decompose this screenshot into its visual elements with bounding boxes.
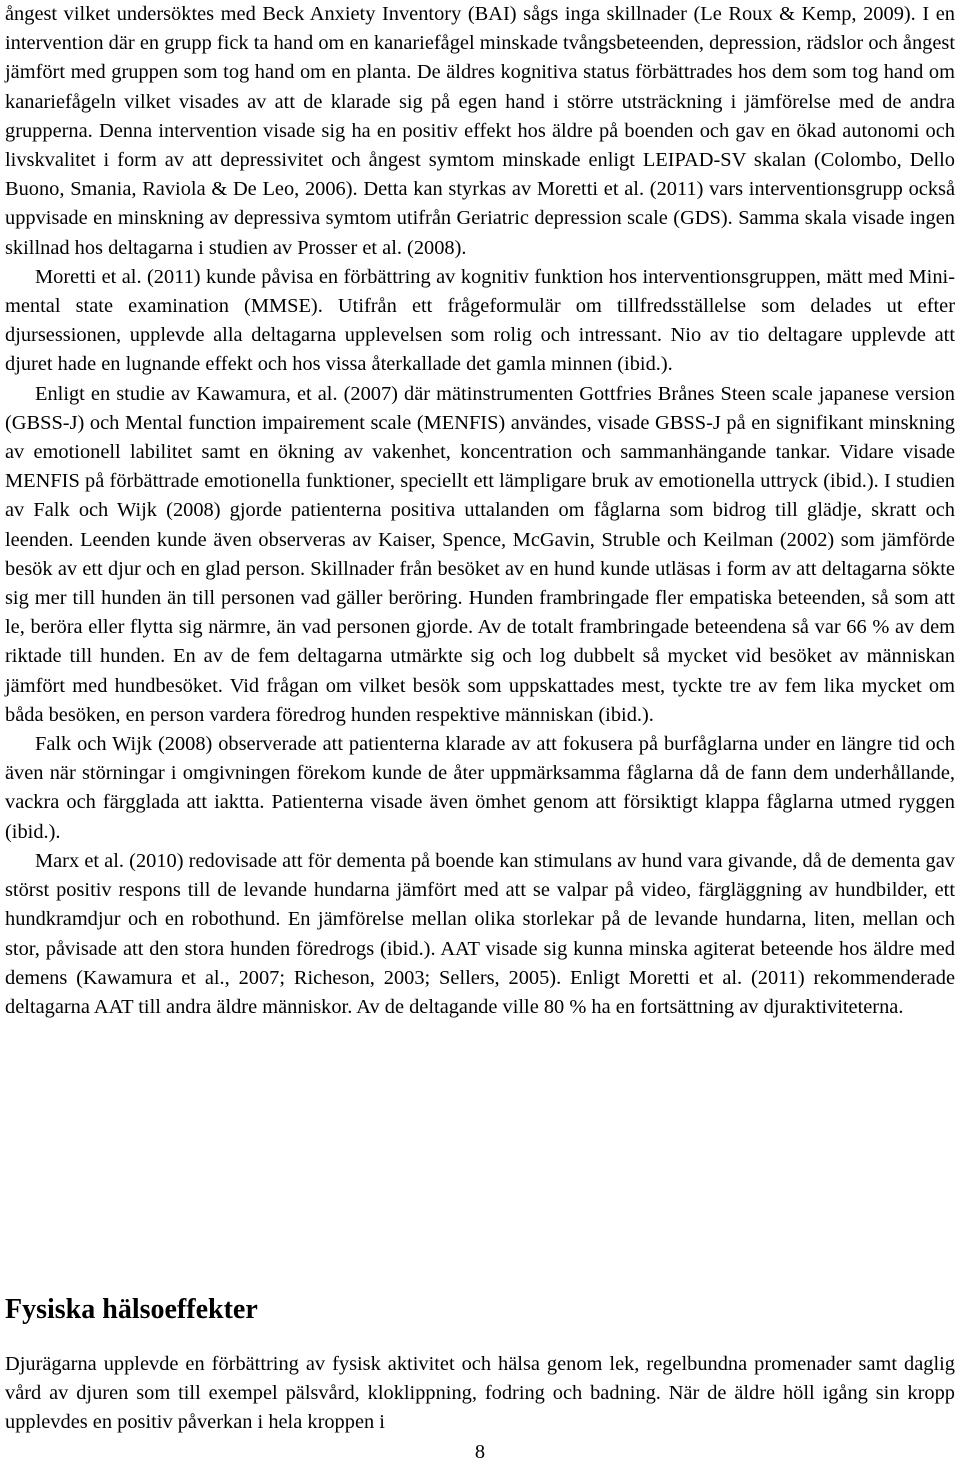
paragraph-marx-study: Marx et al. (2010) redovisade att för dementa på boende kan stimulans av hund vara givande, då de dementa gav störst positiv respons till de levande hundarna jämfört med att se valpar på video, färgläggning av hundbilder, ett hundkramdjur och en robothund. En jämförelse mellan olika storlekar på de levande hundarna, liten, mellan och stor, påvisade att den stora hunden föredrogs (ibid.). AAT visade sig kunna minska agiterat beteende hos äldre med demens (Kawamura et al., 2007; Richeson, 2003; Sellers, 2005). Enligt Moretti et al. (2011) rekommenderade deltagarna AAT till andra äldre människor. Av de deltagande ville 80 % ha en fortsättning av djuraktiviteterna.	[5, 849, 955, 1018]
section-heading: Fysiska hälsoeffekter	[5, 1294, 258, 1325]
paragraph-kawamura-study: Enligt en studie av Kawamura, et al. (2007) där mätinstrumenten Gottfries Brånes Steen scale japanese version (GBSS-J) och Mental function impairement scale (MENFIS) användes, visade GBSS-J på en signifikant minskning av emotionell labilitet samt en ökning av vakenhet, koncentration och sammanhängande tankar. Vidare visade MENFIS på förbättrade emotionella funktioner, speciellt ett lämpligare bruk av emotionella uttryck (ibid.). I studien av Falk och Wijk (2008) gjorde patienterna positiva uttalanden om fåglarna som bidrog till glädje, skratt och leenden. Leenden kunde även observeras av Kaiser, Spence, McGavin, Struble och Keilman (2002) som jämförde besök av ett djur och en glad person. Skillnader från besöket av en hund kunde utläsas i form av att deltagarna sökte sig mer till hunden än till personen vad gäller beröring. Hunden frambringade fler empatiska beteenden, så som att le, beröra eller flytta sig närmre, än vad personen gjorde. Av de totalt frambringade beteendena så var 66 % av dem riktade till hunden. En av de fem deltagarna utmärkte sig och log dubbelt så mycket vid besöket av människan jämfört med hundbesöket. Vid frågan om vilket besök som uppskattades mest, tyckte tre av fem lika mycket om båda besöken, en person vardera föredrog hunden respektive människan (ibid.).	[5, 382, 955, 726]
paragraph-falk-wijk: Falk och Wijk (2008) observerade att patienterna klarade av att fokusera på burfåglarna under en längre tid och även när störningar i omgivningen förekom kunde de åter uppmärksamma fåglarna då de fann dem underhållande, vackra och färgglada att iaktta. Patienterna visade även ömhet genom att försiktigt klappa fåglarna utmed ryggen (ibid.).	[5, 733, 955, 843]
paragraph-physical-health: Djurägarna upplevde en förbättring av fysisk aktivitet och hälsa genom lek, regelbundna promenader samt daglig vård av djuren som till exempel pälsvård, kloklippning, fodring och badning. När de äldre höll igång sin kropp upplevdes en positiv påverkan i hela kroppen i	[5, 1353, 955, 1434]
paragraph-moretti-cognition: Moretti et al. (2011) kunde påvisa en förbättring av kognitiv funktion hos interventionsgruppen, mätt med Mini-mental state examination (MMSE). Utifrån ett frågeformulär om tillfredsställelse som delades ut efter djursessionen, upplevde alla deltagarna upplevelsen som rolig och intressant. Nio av tio deltagare upplevde att djuret hade en lugnande effekt och hos vissa återkallade det gamla minnen (ibid.).	[5, 265, 955, 376]
section-body	[5, 1350, 955, 1438]
paragraph-anxiety-studies: ångest vilket undersöktes med Beck Anxiety Inventory (BAI) sågs inga skillnader (Le Roux & Kemp, 2009). I en intervention där en grupp fick ta hand om en kanariefågel minskade tvångsbeteenden, depression, rädslor och ångest jämfört med gruppen som tog hand om en planta. De äldres kognitiva status förbättrades hos dem som tog hand om kanariefågeln vilket visades av att de klarade sig på egen hand i större utsträckning i jämförelse med de andra grupperna. Denna intervention visade sig ha en positiv effekt hos äldre på boenden och gav en ökad autonomi och livskvalitet i form av att depressivitet och ångest symtom minskade enligt LEIPAD-SV skalan (Colombo, Dello Buono, Smania, Raviola & De Leo, 2006). Detta kan styrkas av Moretti et al. (2011) vars interventionsgrupp också uppvisade en minskning av depressiva symtom utifrån Geriatric depression scale (GDS). Samma skala visade ingen skillnad hos deltagarna i studien av Prosser et al. (2008).	[5, 3, 955, 259]
page-number: 8	[474, 1441, 486, 1463]
document-page	[5, 0, 955, 1434]
